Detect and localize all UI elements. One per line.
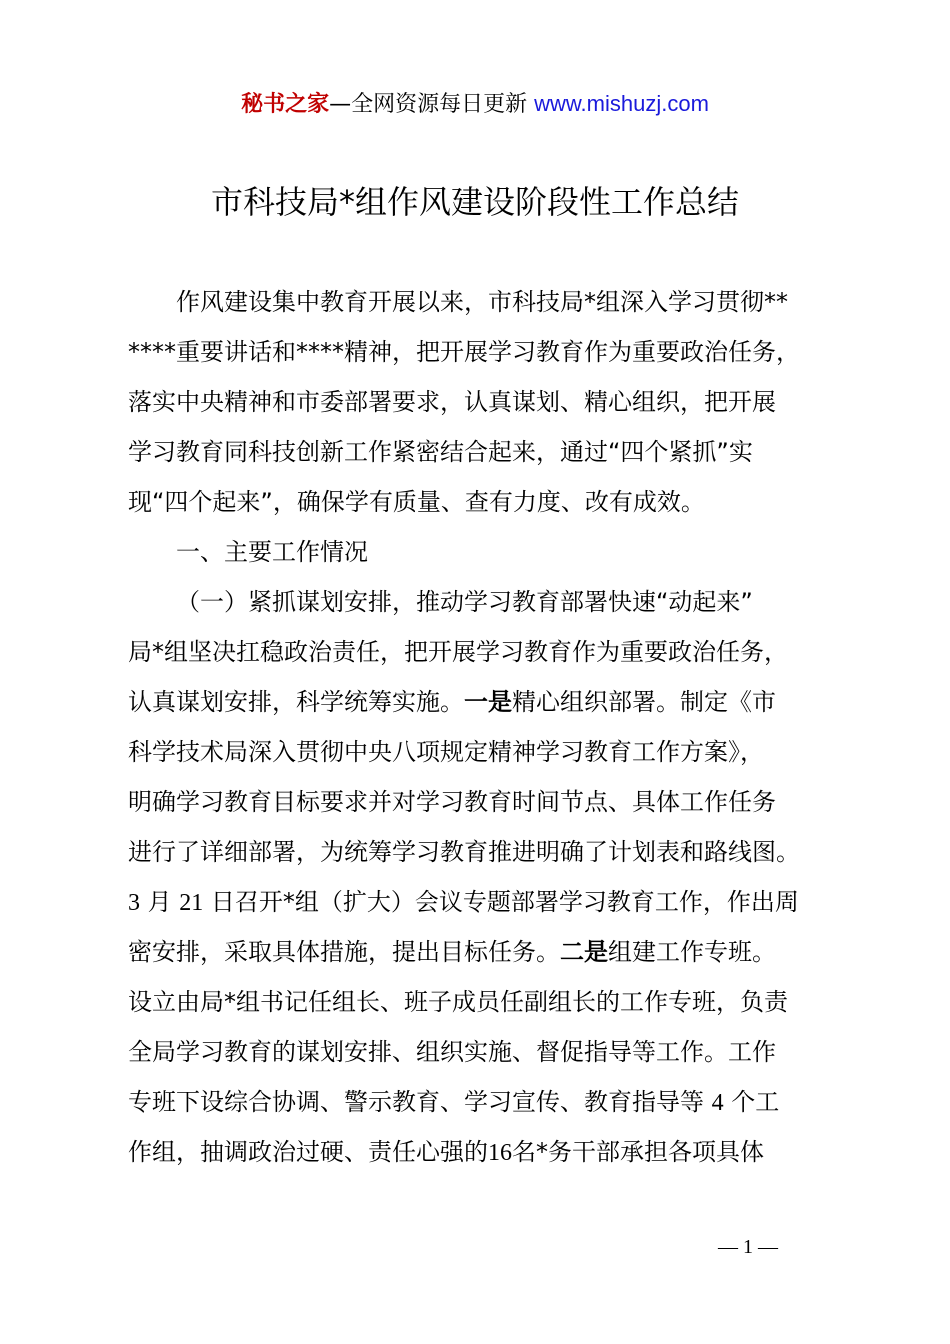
brand-name: 秘书之家 <box>241 92 330 117</box>
subsection-heading: （一）紧抓谋划安排，推动学习教育部署快速“动起来” <box>176 588 753 616</box>
paragraph-line: 现“四个起来”，确保学有质量、查有力度、改有成效。 <box>128 488 705 516</box>
page-number: — 1 — <box>718 1236 778 1258</box>
paragraph-line <box>128 685 776 719</box>
paragraph-line <box>128 1085 779 1120</box>
text-run: 日召开*组（扩大）会议专题部署学习教育工作，作出周 <box>210 888 799 916</box>
document-title: 市科技局*组作风建设阶段性工作总结 <box>210 183 739 221</box>
paragraph-line: 设立由局*组书记任组长、班子成员任副组长的工作专班，负责 <box>128 988 788 1016</box>
site-banner <box>0 88 950 121</box>
paragraph-line: 进行了详细部署，为统筹学习教育推进明确了计划表和路线图。 <box>128 838 800 866</box>
bold-marker: 二是 <box>560 938 608 966</box>
paragraph-line: 局*组坚决扛稳政治责任，把开展学习教育作为重要政治任务， <box>128 638 788 666</box>
text-run: 个工 <box>731 1088 780 1116</box>
bold-marker: 一是 <box>464 688 512 716</box>
banner-tagline: —全网资源每日更新 <box>329 92 535 117</box>
text-run: 作组，抽调政治过硬、责任心强的 <box>128 1138 488 1166</box>
paragraph-line: 作风建设集中教育开展以来，市科技局*组深入学习贯彻** <box>176 288 788 316</box>
text-run: 密安排，采取具体措施，提出目标任务。 <box>128 938 560 966</box>
number-run: 16 <box>488 1140 512 1166</box>
paragraph-line <box>128 1135 764 1170</box>
text-run: 月 <box>147 888 172 916</box>
text-run: 专班下设综合协调、警示教育、学习宣传、教育指导等 <box>128 1088 704 1116</box>
site-url[interactable]: www.mishuzj.com <box>534 91 709 116</box>
paragraph-line: 学习教育同科技创新工作紧密结合起来，通过“四个紧抓”实 <box>128 438 753 466</box>
paragraph-line: 明确学习教育目标要求并对学习教育时间节点、具体工作任务 <box>128 788 776 816</box>
paragraph-line <box>128 935 776 969</box>
paragraph-line: 全局学习教育的谋划安排、组织实施、督促指导等工作。工作 <box>128 1038 776 1066</box>
paragraph-line <box>128 885 799 920</box>
paragraph-line: 科学技术局深入贯彻中央八项规定精神学习教育工作方案》， <box>128 738 764 766</box>
paragraph-line: 落实中央精神和市委部署要求，认真谋划、精心组织，把开展 <box>128 388 776 416</box>
text-run: 精心组织部署。制定《市 <box>512 688 776 716</box>
number-run: 21 <box>179 890 204 916</box>
number-run: 3 <box>128 890 140 916</box>
number-run: 4 <box>711 1090 724 1116</box>
paragraph-line: ****重要讲话和****精神，把开展学习教育作为重要政治任务， <box>128 338 800 366</box>
text-run: 组建工作专班。 <box>608 938 776 966</box>
text-run: 名*务干部承担各项具体 <box>512 1138 764 1166</box>
section-heading: 一、主要工作情况 <box>176 538 368 566</box>
text-run: 认真谋划安排，科学统筹实施。 <box>128 688 464 716</box>
